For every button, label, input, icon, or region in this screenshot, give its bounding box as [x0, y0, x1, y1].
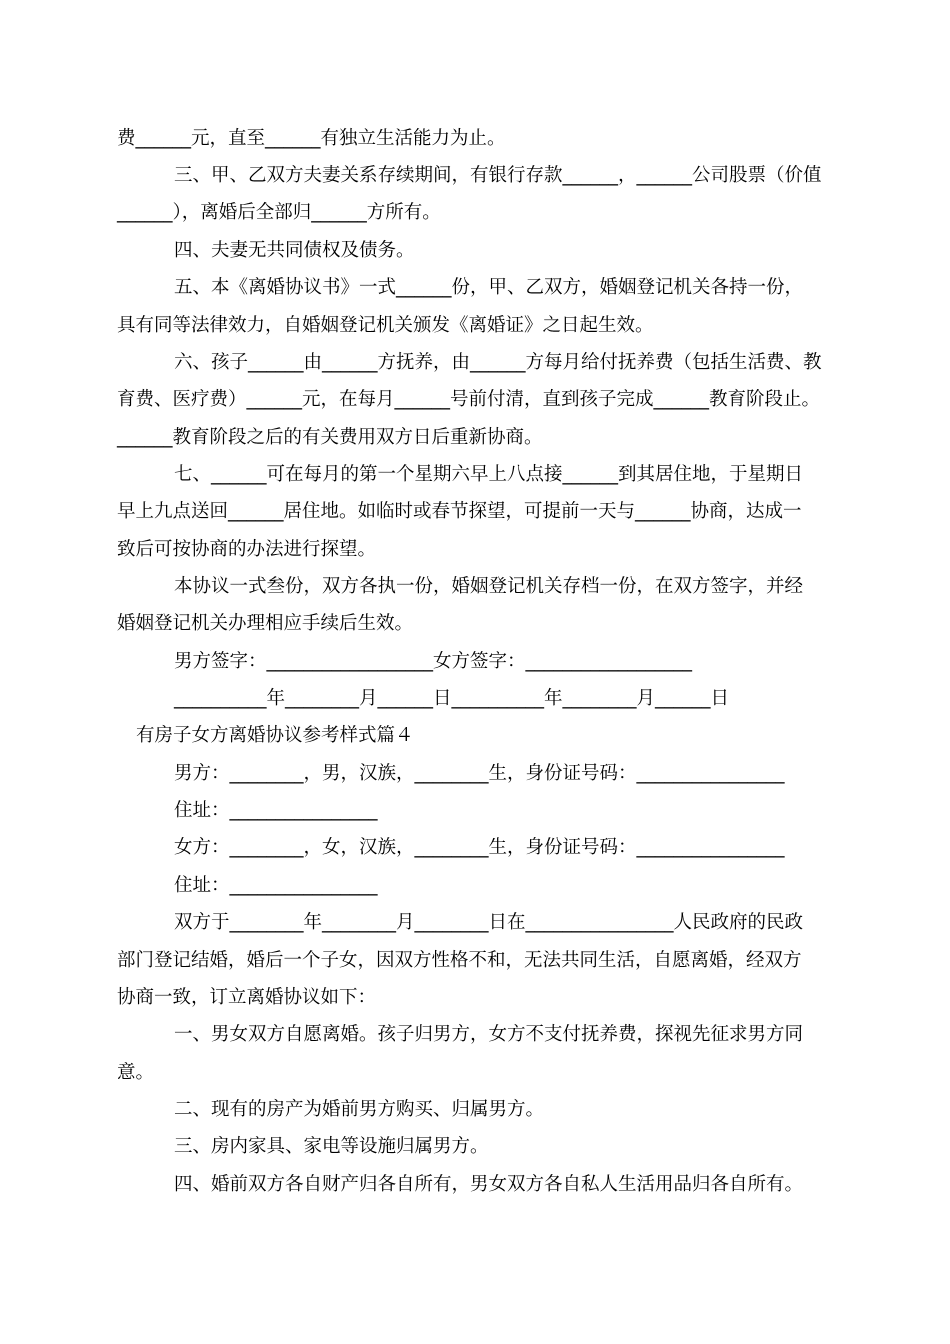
text-line: 早上九点送回______居住地。如临时或春节探望，可提前一天与______协商，达成一: [117, 501, 802, 522]
text-line: 四、婚前双方各自财产归各自所有，男女双方各自私人生活用品归各自所有。: [174, 1174, 804, 1195]
text-line: 致后可按协商的办法进行探望。: [117, 539, 377, 560]
signature-line: 男方签字：__________________女方签字：__________________: [174, 651, 693, 672]
text-line: 意。: [117, 1062, 155, 1083]
text-line: 双方于________年________月________日在________________人民政府的民政: [174, 912, 804, 933]
text-line: 部门登记结婚，婚后一个子女，因双方性格不和，无法共同生活，自愿离婚，经双方: [117, 950, 802, 971]
section-heading: 有房子女方离婚协议参考样式篇４: [136, 725, 414, 746]
text-line: 六、孩子______由______方抚养，由______方每月给付抚养费（包括生活费、教: [174, 352, 822, 373]
text-line: 一、男女双方自愿离婚。孩子归男方，女方不支付抚养费，探视先征求男方同: [174, 1024, 804, 1045]
date-line: __________年________月______日__________年________月______日: [174, 688, 730, 709]
text-line: 费______元，直至______有独立生活能力为止。: [117, 128, 506, 149]
text-line: 协商一致，订立离婚协议如下：: [117, 987, 377, 1008]
text-line: ______教育阶段之后的有关费用双方日后重新协商。: [117, 427, 543, 448]
text-line: 七、______可在每月的第一个星期六早上八点接______到其居住地，于星期日: [174, 464, 804, 485]
text-line: 育费、医疗费）______元，在每月______号前付清，直到孩子完成______教育阶段止。: [117, 389, 821, 410]
text-line: 三、房内家具、家电等设施归属男方。: [174, 1136, 489, 1157]
text-line: 四、夫妻无共同债权及债务。: [174, 240, 415, 261]
text-line: 女方：________，女，汉族，________生，身份证号码：________________: [174, 837, 785, 858]
text-line: 具有同等法律效力，自婚姻登记机关颁发《离婚证》之日起生效。: [117, 315, 654, 336]
text-line: 男方：________，男，汉族，________生，身份证号码：________________: [174, 763, 785, 784]
text-line: 婚姻登记机关办理相应手续后生效。: [117, 613, 414, 634]
text-line: 二、现有的房产为婚前男方购买、归属男方。: [174, 1099, 545, 1120]
text-line: 三、甲、乙双方夫妻关系存续期间，有银行存款______，______公司股票（价值: [174, 165, 822, 186]
text-line: 五、本《离婚协议书》一式______份，甲、乙双方，婚姻登记机关各持一份，: [174, 277, 804, 298]
text-line: 住址：________________: [174, 875, 378, 896]
text-line: 本协议一式叁份，双方各执一份，婚姻登记机关存档一份，在双方签字，并经: [174, 576, 804, 597]
text-line: 住址：________________: [174, 800, 378, 821]
text-line: ______），离婚后全部归______方所有。: [117, 202, 441, 223]
